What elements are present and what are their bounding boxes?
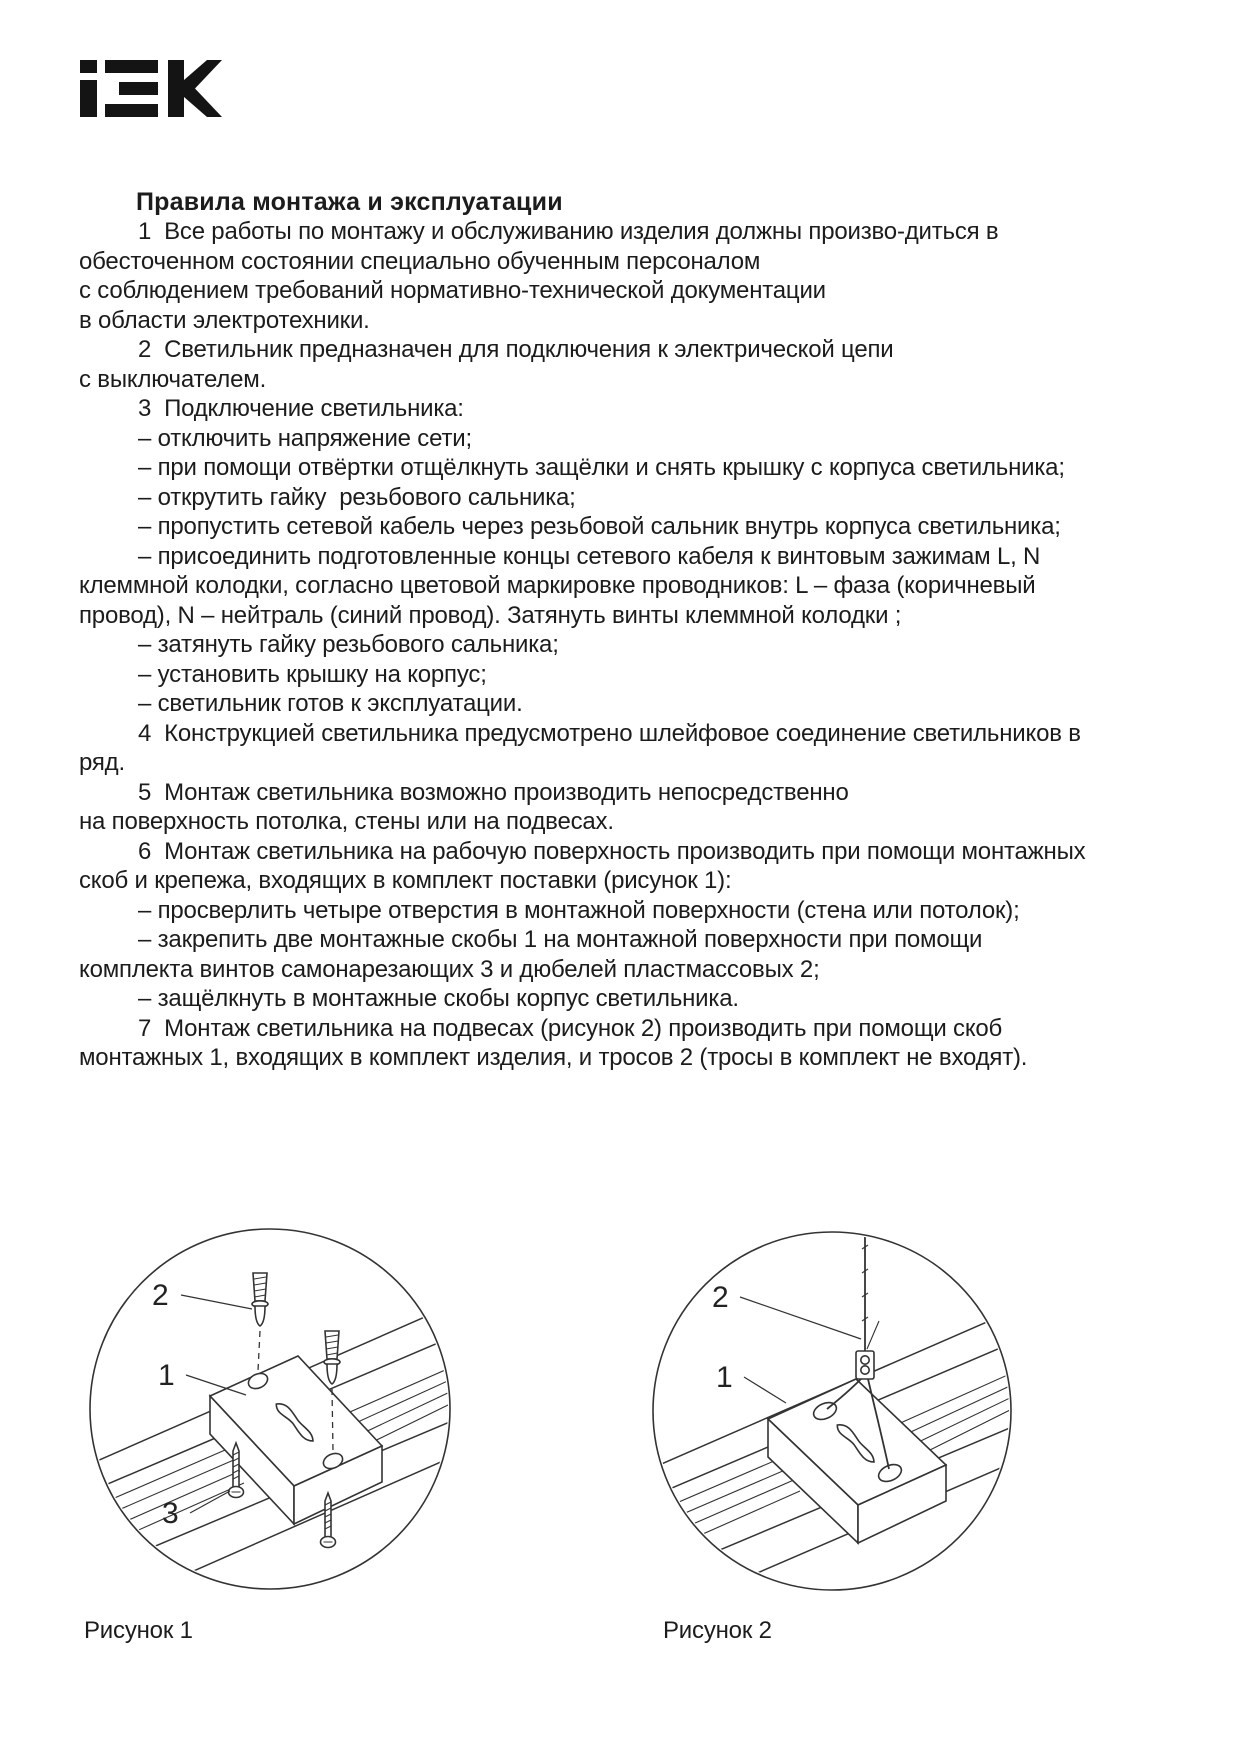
text-line: 5 Монтаж светильника возможно производить непосредственно [138, 778, 849, 806]
text-line: – просверлить четыре отверстия в монтажной поверхности (стена или потолок); [138, 896, 1020, 924]
text-line: провод), N – нейтраль (синий провод). Затянуть винты клеммной колодки ; [79, 601, 902, 629]
text-line: комплекта винтов самонарезающих 3 и дюбелей пластмассовых 2; [79, 955, 820, 983]
text-line: 7 Монтаж светильника на подвесах (рисунок 2) производить при помощи скоб [138, 1014, 1003, 1042]
text-line: – установить крышку на корпус; [138, 660, 487, 688]
text-line: – при помощи отвёртки отщёлкнуть защёлки и снять крышку с корпуса светильника; [138, 454, 1065, 481]
text-line: 6 Монтаж светильника на рабочую поверхность производить при помощи монтажных [138, 837, 1086, 865]
text-line: клеммной колодки, согласно цветовой маркировке проводников: L – фаза (коричневый [79, 572, 1036, 599]
text-line: монтажных 1, входящих в комплект изделия, и тросов 2 (тросы в комплект не входят). [79, 1044, 1028, 1071]
figure-1-caption: Рисунок 1 [84, 1617, 193, 1644]
text-line: – присоединить подготовленные концы сетевого кабеля к винтовым зажимам L, N [138, 542, 1041, 570]
iek-logo-glyphs [80, 60, 222, 117]
text-line: – пропустить сетевой кабель через резьбовой сальник внутрь корпуса светильника; [138, 513, 1061, 540]
text-line: 1 Все работы по монтажу и обслуживанию изделия должны произво-диться в [138, 218, 999, 245]
iek-logo [80, 60, 222, 117]
text-line: 4 Конструкцией светильника предусмотрено шлейфовое соединение светильников в [138, 719, 1081, 747]
text-line: 2 Светильник предназначен для подключения к электрической цепи [138, 336, 894, 363]
part-label-bracket: 1 [158, 1359, 175, 1392]
figure-2-suspension-mount-drawing [650, 1229, 1014, 1593]
text-line: – закрепить две монтажные скобы 1 на монтажной поверхности при помощи [138, 926, 983, 953]
part-label-bracket: 1 [716, 1361, 733, 1394]
document-title: Правила монтажа и эксплуатации [136, 188, 563, 216]
text-line: – затянуть гайку резьбового сальника; [138, 631, 559, 658]
text-line: с выключателем. [79, 365, 267, 393]
text-line: – светильник готов к эксплуатации. [138, 690, 523, 717]
text-line: с соблюдением требований нормативно-технической документации [79, 277, 826, 304]
text-line: ряд. [79, 749, 125, 776]
document-lines [79, 217, 1189, 1073]
document-text [79, 188, 1189, 1073]
figure-1-surface-mount-drawing [86, 1225, 454, 1593]
part-label-screw: 3 [162, 1497, 179, 1530]
part-label-cable: 2 [712, 1281, 729, 1314]
figure-2-caption: Рисунок 2 [663, 1617, 772, 1644]
text-line: на поверхность потолка, стены или на подвесах. [79, 808, 614, 835]
text-line: скоб и крепежа, входящих в комплект поставки (рисунок 1): [79, 867, 732, 894]
text-line: в области электротехники. [79, 306, 370, 334]
text-line: 3 Подключение светильника: [138, 395, 464, 422]
part-label-dowel: 2 [152, 1279, 169, 1312]
text-line: – защёлкнуть в монтажные скобы корпус светильника. [138, 985, 739, 1012]
text-line: – открутить гайку резьбового сальника; [138, 483, 576, 511]
text-line: – отключить напряжение сети; [138, 424, 472, 452]
text-line: обесточенном состоянии специально обученным персоналом [79, 247, 761, 275]
